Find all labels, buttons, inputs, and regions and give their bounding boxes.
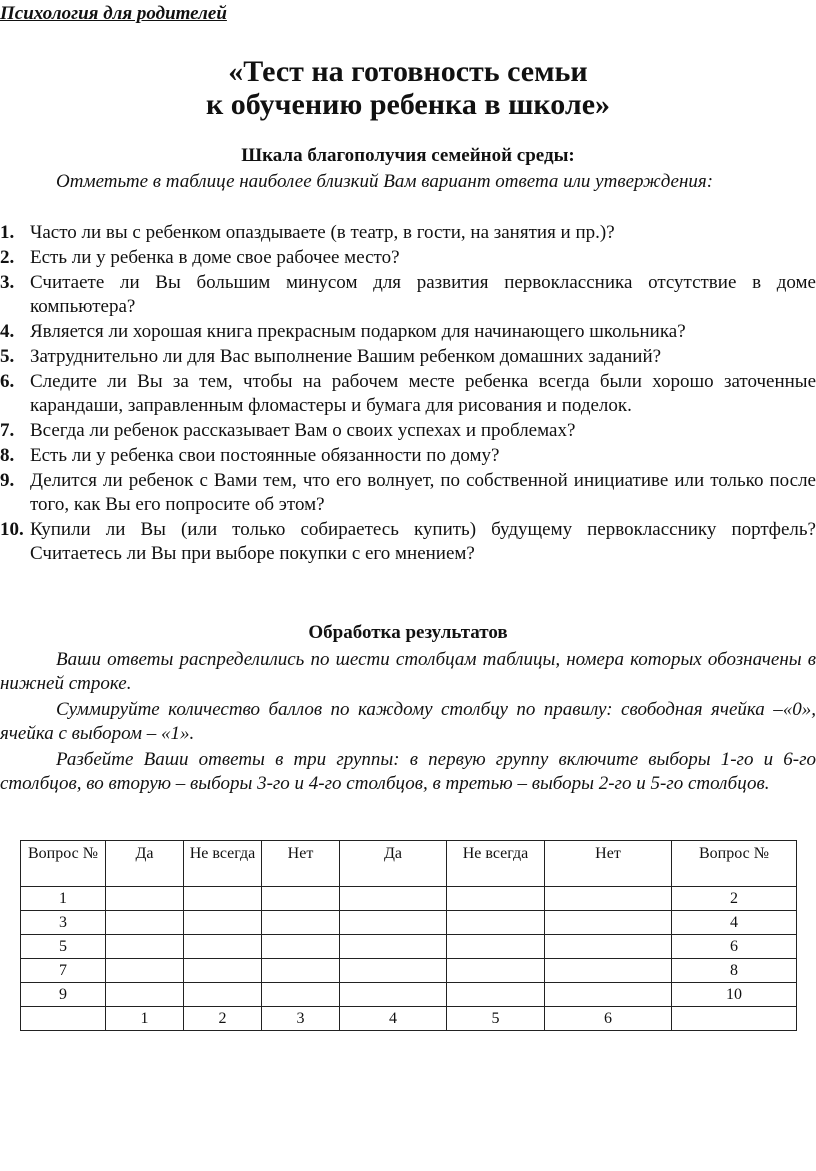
question-item	[0, 469, 816, 517]
table-cell	[262, 887, 340, 911]
question-text: Купили ли Вы (или только собираетесь купить) будущему первокласснику портфель? Считаетесь ли Вы при выборе покупки с его мнением?	[30, 519, 816, 564]
results-paragraph: Ваши ответы распределились по шести столбцам таблицы, номера которых обозначены в нижней строке.	[0, 649, 816, 694]
table-cell	[340, 887, 447, 911]
table-cell: 5	[447, 1007, 545, 1031]
table-cell: 1	[106, 1007, 184, 1031]
table-cell	[545, 911, 672, 935]
table-cell	[106, 983, 184, 1007]
table-cell: 6	[672, 935, 797, 959]
table-row	[21, 887, 797, 911]
table-cell	[447, 983, 545, 1007]
table-row	[21, 935, 797, 959]
table-cell: 4	[672, 911, 797, 935]
table-cell: 6	[545, 1007, 672, 1031]
table-cell	[340, 911, 447, 935]
question-number: 3.	[0, 272, 15, 293]
table-cell: 10	[672, 983, 797, 1007]
question-text: Есть ли у ребенка в доме свое рабочее место?	[30, 247, 400, 268]
question-number: 7.	[0, 420, 15, 441]
table-cell: 3	[262, 1007, 340, 1031]
table-header-cell: Вопрос №	[672, 841, 797, 887]
table-cell	[672, 1007, 797, 1031]
table-cell	[184, 911, 262, 935]
question-number: 2.	[0, 247, 15, 268]
page-header: Психология для родителей	[0, 3, 227, 24]
instruction-text: Отметьте в таблице наиболее близкий Вам вариант ответа или утверждения:	[56, 171, 714, 192]
question-text: Часто ли вы с ребенком опаздываете (в театр, в гости, на занятия и пр.)?	[30, 222, 615, 243]
question-item	[0, 444, 816, 468]
table-header-cell: Не всегда	[184, 841, 262, 887]
table-cell	[106, 887, 184, 911]
table-cell	[106, 959, 184, 983]
table-header-cell: Не всегда	[447, 841, 545, 887]
table-cell: 8	[672, 959, 797, 983]
table-header-row	[21, 841, 797, 887]
table-cell	[184, 983, 262, 1007]
table-cell: 3	[21, 911, 106, 935]
table-header-cell: Да	[106, 841, 184, 887]
results-text	[0, 648, 816, 798]
table-cell	[340, 959, 447, 983]
table-cell: 5	[21, 935, 106, 959]
table-cell	[447, 887, 545, 911]
question-text: Следите ли Вы за тем, чтобы на рабочем месте ребенка всегда были хорошо заточенные карандаши, заправленным фломастеры и бумага для рисования и поделок.	[30, 371, 816, 416]
table-cell	[447, 959, 545, 983]
question-number: 5.	[0, 346, 15, 367]
question-text: Делится ли ребенок с Вами тем, что его волнует, по собственной инициативе или только после того, как Вы его попросите об этом?	[30, 470, 816, 515]
question-item	[0, 518, 816, 566]
question-item	[0, 221, 816, 245]
question-list	[0, 221, 816, 566]
question-number: 4.	[0, 321, 15, 342]
question-number: 10.	[0, 519, 24, 540]
table-cell: 2	[184, 1007, 262, 1031]
question-number: 9.	[0, 470, 15, 491]
question-text: Всегда ли ребенок рассказывает Вам о своих успехах и проблемах?	[30, 420, 576, 441]
table-header-cell: Да	[340, 841, 447, 887]
table-header-cell: Вопрос №	[21, 841, 106, 887]
results-paragraph: Разбейте Ваши ответы в три группы: в первую группу включите выборы 1-го и 6-го столбцов, во вторую – выборы 3-го и 4-го столбцов, в третью – выборы 2-го и 5-го столбцов.	[0, 749, 816, 794]
results-paragraph: Суммируйте количество баллов по каждому столбцу по правилу: свободная ячейка –«0», ячейка с выбором – «1».	[0, 699, 816, 744]
question-text: Затруднительно ли для Вас выполнение Вашим ребенком домашних заданий?	[30, 346, 662, 367]
answer-table	[20, 840, 797, 1031]
table-cell	[340, 983, 447, 1007]
question-item	[0, 320, 816, 344]
results-title: Обработка результатов	[308, 622, 508, 643]
table-cell	[184, 935, 262, 959]
title-line-1: «Тест на готовность семьи	[228, 55, 588, 88]
table-row	[21, 1007, 797, 1031]
table-cell	[447, 911, 545, 935]
table-cell	[184, 887, 262, 911]
page-title	[0, 55, 816, 121]
question-item	[0, 345, 816, 369]
table-cell	[106, 911, 184, 935]
table-cell: 1	[21, 887, 106, 911]
table-cell	[262, 959, 340, 983]
table-row	[21, 959, 797, 983]
table-header-cell: Нет	[545, 841, 672, 887]
question-item	[0, 246, 816, 270]
table-cell: 2	[672, 887, 797, 911]
table-cell: 9	[21, 983, 106, 1007]
question-item	[0, 419, 816, 443]
table-cell	[21, 1007, 106, 1031]
question-number: 1.	[0, 222, 15, 243]
table-cell	[106, 935, 184, 959]
table-cell	[262, 983, 340, 1007]
question-number: 8.	[0, 445, 15, 466]
question-item	[0, 370, 816, 418]
table-row	[21, 911, 797, 935]
question-text: Есть ли у ребенка свои постоянные обязанности по дому?	[30, 445, 500, 466]
table-row	[21, 983, 797, 1007]
table-cell	[340, 935, 447, 959]
table-header-cell: Нет	[262, 841, 340, 887]
table-cell	[545, 959, 672, 983]
question-item	[0, 271, 816, 319]
scale-title: Шкала благополучия семейной среды:	[241, 145, 575, 166]
table-cell	[447, 935, 545, 959]
question-text: Считаете ли Вы большим минусом для развития первоклассника отсутствие в доме компьютера?	[30, 272, 816, 317]
table-cell	[545, 983, 672, 1007]
title-line-2: к обучению ребенка в школе»	[205, 88, 611, 121]
question-text: Является ли хорошая книга прекрасным подарком для начинающего школьника?	[30, 321, 686, 342]
table-cell	[184, 959, 262, 983]
table-cell	[262, 935, 340, 959]
table-cell: 7	[21, 959, 106, 983]
question-number: 6.	[0, 371, 15, 392]
table-cell	[545, 935, 672, 959]
table-cell	[262, 911, 340, 935]
table-cell	[545, 887, 672, 911]
table-cell: 4	[340, 1007, 447, 1031]
